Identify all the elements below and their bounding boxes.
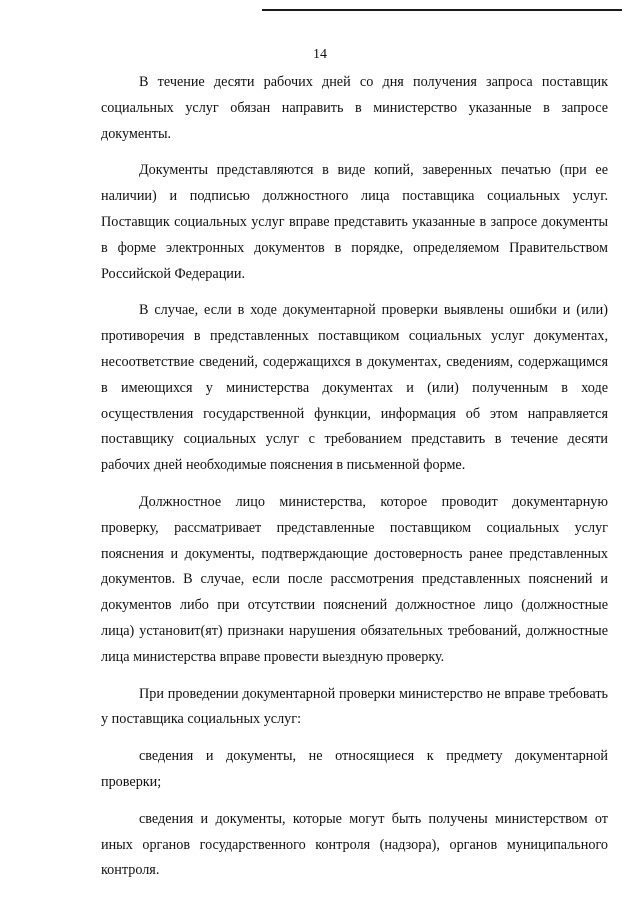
paragraph-request-deadline: В течение десяти рабочих дней со дня получения запроса поставщик социальных услуг обязан направить в министерство указанные в запросе документы. bbox=[101, 74, 608, 142]
paragraph-official-review: Должностное лицо министерства, которое проводит документарную проверку, рассматривает представленные поставщиком социальных услуг пояснения и документы, подтверждающие достоверность ранее представленных документов. В случае, если после рассмотрения представленных пояснений и документов либо при отсутствии пояснений должностное лицо (должностные лица) установит(ят) признаки нарушения обязательных требований, должностные лица министерства вправе провести выездную проверку. bbox=[101, 493, 608, 665]
paragraph-prohibitions-intro: При проведении документарной проверки министерство не вправе требовать у поставщика социальных услуг: bbox=[101, 685, 608, 728]
page-number: 14 bbox=[313, 47, 327, 62]
paragraph-document-copies: Документы представляются в виде копий, заверенных печатью (при ее наличии) и подписью должностного лица поставщика социальных услуг. Поставщик социальных услуг вправе представить указанные в запросе документы в форме электронных документов в порядке, определяемом Правительством Российской Федерации. bbox=[101, 162, 608, 282]
top-rule bbox=[262, 9, 622, 11]
paragraph-errors-found: В случае, если в ходе документарной проверки выявлены ошибки и (или) противоречия в представленных поставщиком социальных услуг документах, несоответствие сведений, содержащихся в документах, сведениям, содержащимся в имеющихся у министерства документах и (или) полученным в ходе осуществления государственной функции, информация об этом направляется поставщику социальных услуг с требованием представить в течение десяти рабочих дней необходимые пояснения в письменной форме. bbox=[101, 302, 608, 474]
paragraph-prohibition-other-bodies: сведения и документы, которые могут быть получены министерством от иных органов государственного контроля (надзора), органов муниципального контроля. bbox=[101, 810, 608, 879]
document-body bbox=[101, 70, 608, 895]
paragraph-prohibition-unrelated: сведения и документы, не относящиеся к предмету документарной проверки; bbox=[101, 748, 608, 790]
